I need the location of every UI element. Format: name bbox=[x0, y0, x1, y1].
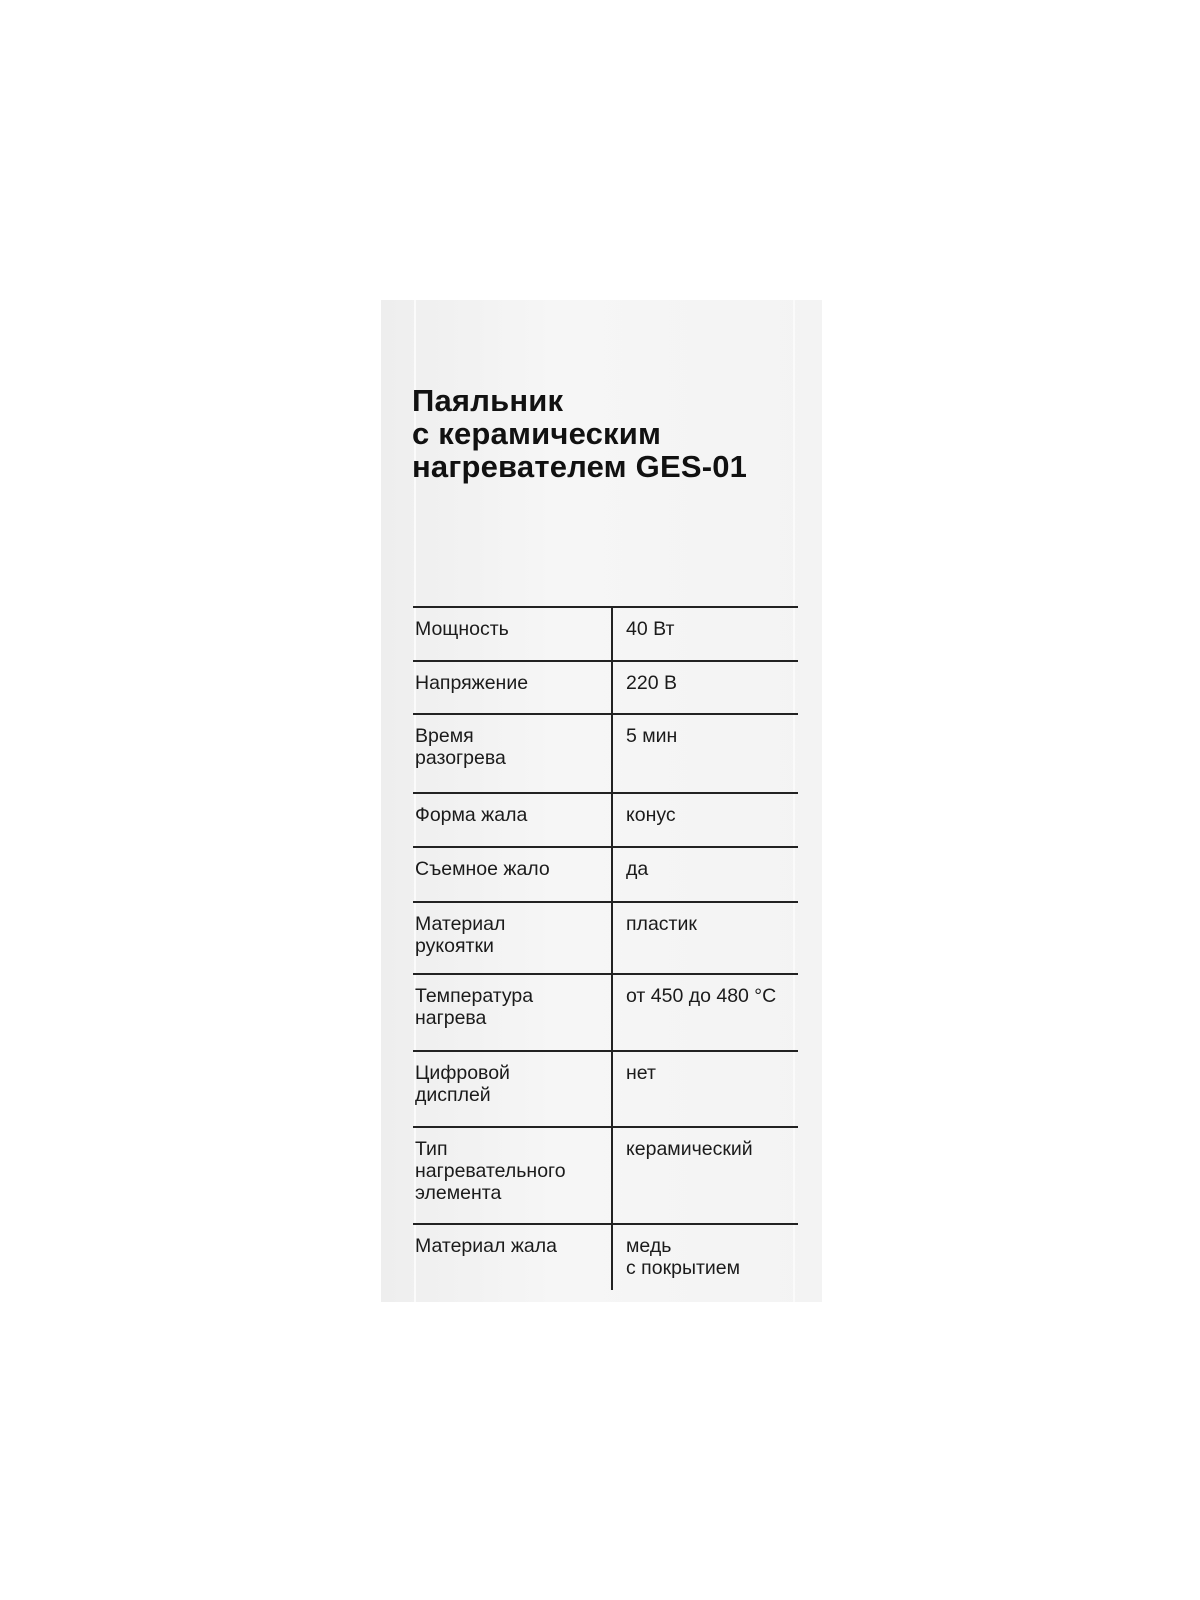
spec-value bbox=[612, 793, 798, 847]
spec-value-line: медь bbox=[626, 1235, 672, 1257]
spec-value bbox=[612, 1051, 798, 1127]
spec-row-tip-material bbox=[413, 1224, 798, 1290]
product-title-line: с керамическим bbox=[412, 416, 662, 451]
spec-row-voltage bbox=[413, 661, 798, 714]
spec-label-line: Форма жала bbox=[415, 804, 528, 826]
spec-value-line: пластик bbox=[626, 913, 697, 935]
spec-label bbox=[413, 607, 612, 661]
packaging-panel bbox=[381, 300, 822, 1302]
spec-label bbox=[413, 1051, 612, 1127]
spec-value bbox=[612, 714, 798, 793]
product-title-line: Паяльник bbox=[412, 383, 564, 418]
spec-value-line: 5 мин bbox=[626, 725, 678, 747]
spec-row-heating-temperature bbox=[413, 974, 798, 1051]
spec-row-heatup-time bbox=[413, 714, 798, 793]
spec-label-line: Мощность bbox=[415, 618, 509, 640]
spec-value bbox=[612, 661, 798, 714]
spec-label-line: рукоятки bbox=[415, 935, 494, 957]
spec-label bbox=[413, 661, 612, 714]
spec-label bbox=[413, 847, 612, 902]
spec-label-line: Тип bbox=[415, 1138, 448, 1160]
spec-value bbox=[612, 974, 798, 1051]
spec-label bbox=[413, 1127, 612, 1224]
spec-label-line: дисплей bbox=[415, 1084, 491, 1106]
spec-label bbox=[413, 793, 612, 847]
spec-value-line: с покрытием bbox=[626, 1257, 741, 1279]
spec-label-line: Напряжение bbox=[415, 672, 529, 694]
spec-label-line: разогрева bbox=[415, 747, 506, 769]
spec-value-line: конус bbox=[626, 804, 676, 826]
spec-label-line: Материал жала bbox=[415, 1235, 557, 1257]
product-title-line: нагревателем GES-01 bbox=[412, 449, 748, 484]
spec-value-line: керамический bbox=[626, 1138, 753, 1160]
spec-row-digital-display bbox=[413, 1051, 798, 1127]
spec-value-line: да bbox=[626, 858, 649, 880]
spec-value bbox=[612, 902, 798, 974]
spec-label-line: нагревательного bbox=[415, 1160, 566, 1182]
spec-label-line: Цифровой bbox=[415, 1062, 510, 1084]
spec-label-line: элемента bbox=[415, 1182, 502, 1204]
spec-value-line: нет bbox=[626, 1062, 656, 1084]
spec-label-line: Время bbox=[415, 725, 474, 747]
spec-value bbox=[612, 847, 798, 902]
spec-row-handle-material bbox=[413, 902, 798, 974]
spec-row-removable-tip bbox=[413, 847, 798, 902]
spec-value-line: 220 В bbox=[626, 672, 677, 694]
spec-row-heating-element-type bbox=[413, 1127, 798, 1224]
spec-value bbox=[612, 1127, 798, 1224]
specifications-table bbox=[413, 606, 798, 1290]
spec-row-power bbox=[413, 607, 798, 661]
spec-label bbox=[413, 902, 612, 974]
spec-value bbox=[612, 1224, 798, 1290]
spec-value bbox=[612, 607, 798, 661]
spec-label bbox=[413, 714, 612, 793]
product-title bbox=[412, 384, 812, 483]
spec-value-line: 40 Вт bbox=[626, 618, 675, 640]
spec-label-line: Температура bbox=[415, 985, 534, 1007]
spec-label-line: Материал bbox=[415, 913, 506, 935]
spec-label-line: нагрева bbox=[415, 1007, 487, 1029]
spec-row-tip-shape bbox=[413, 793, 798, 847]
spec-value-line: от 450 до 480 °C bbox=[626, 985, 777, 1007]
spec-label-line: Съемное жало bbox=[415, 858, 550, 880]
spec-label bbox=[413, 1224, 612, 1290]
spec-label bbox=[413, 974, 612, 1051]
